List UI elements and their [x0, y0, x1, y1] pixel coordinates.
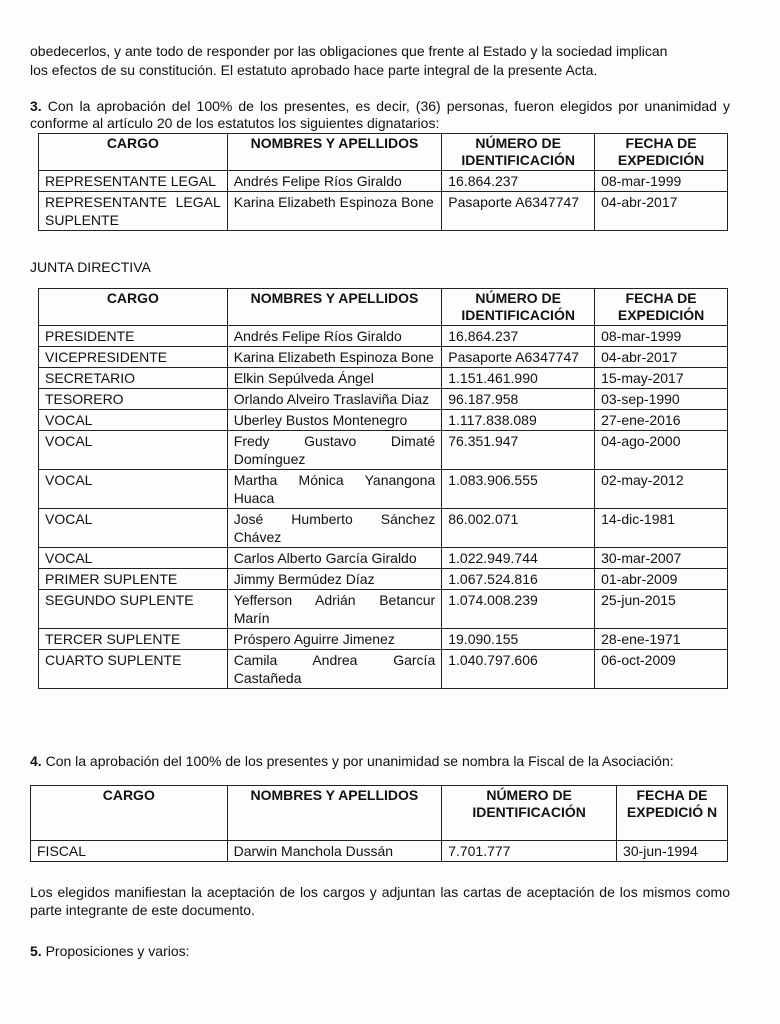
intro-line-1: obedecerlos, y ante todo de responder por las obligaciones que frente al Estado y la sociedad implican — [30, 43, 668, 59]
table-row — [39, 368, 728, 389]
cell-id: 1.117.838.089 — [442, 410, 595, 431]
cell-nombre: José Humberto Sánchez Chávez — [227, 509, 441, 548]
cell-fecha: 04-abr-2017 — [595, 192, 728, 231]
cell-fecha: 08-mar-1999 — [595, 171, 728, 192]
cell-nombre: Orlando Alveiro Traslaviña Diaz — [227, 389, 441, 410]
header-numero: NÚMERO DE IDENTIFICACIÓN — [442, 289, 595, 326]
cell-cargo: VOCAL — [39, 470, 228, 509]
table-row — [39, 192, 728, 231]
item-5-text: Proposiciones y varios: — [45, 943, 190, 959]
cell-fecha: 30-jun-1994 — [617, 841, 728, 862]
cell-fecha: 15-may-2017 — [595, 368, 728, 389]
cell-id: 1.022.949.744 — [442, 548, 595, 569]
fiscal-table — [30, 785, 728, 862]
table-row — [39, 431, 728, 470]
cell-nombre: Fredy Gustavo Dimaté Domínguez — [227, 431, 441, 470]
item-3-paragraph — [30, 98, 730, 132]
cell-cargo: VOCAL — [39, 431, 228, 470]
table-row — [39, 650, 728, 689]
cell-nombre: Uberley Bustos Montenegro — [227, 410, 441, 431]
cell-fecha: 08-mar-1999 — [595, 326, 728, 347]
table-row — [39, 326, 728, 347]
cell-id: 76.351.947 — [442, 431, 595, 470]
table-header-row — [31, 786, 728, 841]
cell-cargo: TESORERO — [39, 389, 228, 410]
item-5-paragraph — [30, 942, 730, 960]
cell-cargo: VOCAL — [39, 548, 228, 569]
table-row — [39, 410, 728, 431]
representatives-table — [38, 133, 728, 231]
table-row — [39, 629, 728, 650]
cell-cargo: PRIMER SUPLENTE — [39, 569, 228, 590]
cell-id: 16.864.237 — [442, 171, 595, 192]
cell-fecha: 14-dic-1981 — [595, 509, 728, 548]
board-table — [38, 288, 728, 689]
cell-fecha: 01-abr-2009 — [595, 569, 728, 590]
table-row — [31, 841, 728, 862]
cell-id: 7.701.777 — [442, 841, 617, 862]
cell-nombre: Karina Elizabeth Espinoza Bone — [227, 192, 441, 231]
cell-cargo: CUARTO SUPLENTE — [39, 650, 228, 689]
cell-nombre: Andrés Felipe Ríos Giraldo — [227, 326, 441, 347]
cell-cargo: PRESIDENTE — [39, 326, 228, 347]
table-row — [39, 590, 728, 629]
cell-nombre: Martha Mónica Yanangona Huaca — [227, 470, 441, 509]
cell-id: 1.067.524.816 — [442, 569, 595, 590]
cell-id: 1.074.008.239 — [442, 590, 595, 629]
cell-cargo: VOCAL — [39, 509, 228, 548]
board-table-body — [39, 326, 728, 689]
intro-line-2: los efectos de su constitución. El estatuto aprobado hace parte integral de la presente Acta. — [30, 62, 598, 78]
table-row — [39, 347, 728, 368]
header-cargo: CARGO — [39, 289, 228, 326]
cell-nombre: Próspero Aguirre Jimenez — [227, 629, 441, 650]
cell-fecha: 25-jun-2015 — [595, 590, 728, 629]
cell-nombre: Jimmy Bermúdez Díaz — [227, 569, 441, 590]
item-5-number: 5. — [30, 943, 42, 959]
item-3-text: Con la aprobación del 100% de los presentes, es decir, (36) personas, fueron elegidos por unanimidad y conforme al artículo 20 de los estatutos los siguientes dignatarios: — [30, 98, 730, 131]
cell-id: Pasaporte A6347747 — [442, 192, 595, 231]
table-header-row — [39, 289, 728, 326]
cell-id: Pasaporte A6347747 — [442, 347, 595, 368]
cell-nombre: Elkin Sepúlveda Ángel — [227, 368, 441, 389]
item-4-text: Con la aprobación del 100% de los presentes y por unanimidad se nombra la Fiscal de la Asociación: — [45, 753, 674, 769]
cell-fecha: 04-ago-2000 — [595, 431, 728, 470]
cell-cargo: VOCAL — [39, 410, 228, 431]
cell-cargo: SECRETARIO — [39, 368, 228, 389]
cell-nombre: Carlos Alberto García Giraldo — [227, 548, 441, 569]
header-nombres: NOMBRES Y APELLIDOS — [227, 289, 441, 326]
cell-fecha: 03-sep-1990 — [595, 389, 728, 410]
header-fecha: FECHA DE EXPEDICIÓN — [595, 134, 728, 171]
cell-id: 86.002.071 — [442, 509, 595, 548]
cell-fecha: 04-abr-2017 — [595, 347, 728, 368]
cell-nombre: Karina Elizabeth Espinoza Bone — [227, 347, 441, 368]
header-cargo: CARGO — [31, 786, 228, 841]
cell-cargo: SEGUNDO SUPLENTE — [39, 590, 228, 629]
table-row — [39, 548, 728, 569]
cell-fecha: 27-ene-2016 — [595, 410, 728, 431]
cell-cargo: VICEPRESIDENTE — [39, 347, 228, 368]
table-row — [39, 470, 728, 509]
cell-cargo: REPRESENTANTE LEGAL SUPLENTE — [39, 192, 228, 231]
table-row — [39, 171, 728, 192]
header-fecha: FECHA DE EXPEDICIÓN — [595, 289, 728, 326]
junta-directiva-label: JUNTA DIRECTIVA — [30, 259, 151, 275]
header-cargo: CARGO — [39, 134, 228, 171]
item-3-number: 3. — [30, 98, 42, 114]
cell-id: 1.083.906.555 — [442, 470, 595, 509]
cell-id: 96.187.958 — [442, 389, 595, 410]
cell-cargo: FISCAL — [31, 841, 228, 862]
cell-cargo: TERCER SUPLENTE — [39, 629, 228, 650]
cell-id: 1.040.797.606 — [442, 650, 595, 689]
cell-fecha: 28-ene-1971 — [595, 629, 728, 650]
cell-fecha: 30-mar-2007 — [595, 548, 728, 569]
item-4-paragraph — [30, 752, 730, 770]
cell-fecha: 02-may-2012 — [595, 470, 728, 509]
cell-cargo: REPRESENTANTE LEGAL — [39, 171, 228, 192]
cell-nombre: Darwin Manchola Dussán — [227, 841, 442, 862]
header-fecha: FECHA DE EXPEDICIÓ N — [617, 786, 728, 841]
cell-id: 19.090.155 — [442, 629, 595, 650]
table-row — [39, 569, 728, 590]
cell-id: 1.151.461.990 — [442, 368, 595, 389]
cell-nombre: Andrés Felipe Ríos Giraldo — [227, 171, 441, 192]
cell-id: 16.864.237 — [442, 326, 595, 347]
table-row — [39, 509, 728, 548]
closing-paragraph: Los elegidos manifiestan la aceptación de los cargos y adjuntan las cartas de aceptación de los mismos como parte integrante de este documento. — [30, 884, 730, 918]
cell-fecha: 06-oct-2009 — [595, 650, 728, 689]
item-4-number: 4. — [30, 753, 42, 769]
cell-nombre: Yefferson Adrián Betancur Marín — [227, 590, 441, 629]
header-nombres: NOMBRES Y APELLIDOS — [227, 134, 441, 171]
table-header-row — [39, 134, 728, 171]
cell-nombre: Camila Andrea García Castañeda — [227, 650, 441, 689]
header-numero: NÚMERO DE IDENTIFICACIÓN — [442, 786, 617, 841]
table-row — [39, 389, 728, 410]
header-nombres: NOMBRES Y APELLIDOS — [227, 786, 442, 841]
header-numero: NÚMERO DE IDENTIFICACIÓN — [442, 134, 595, 171]
